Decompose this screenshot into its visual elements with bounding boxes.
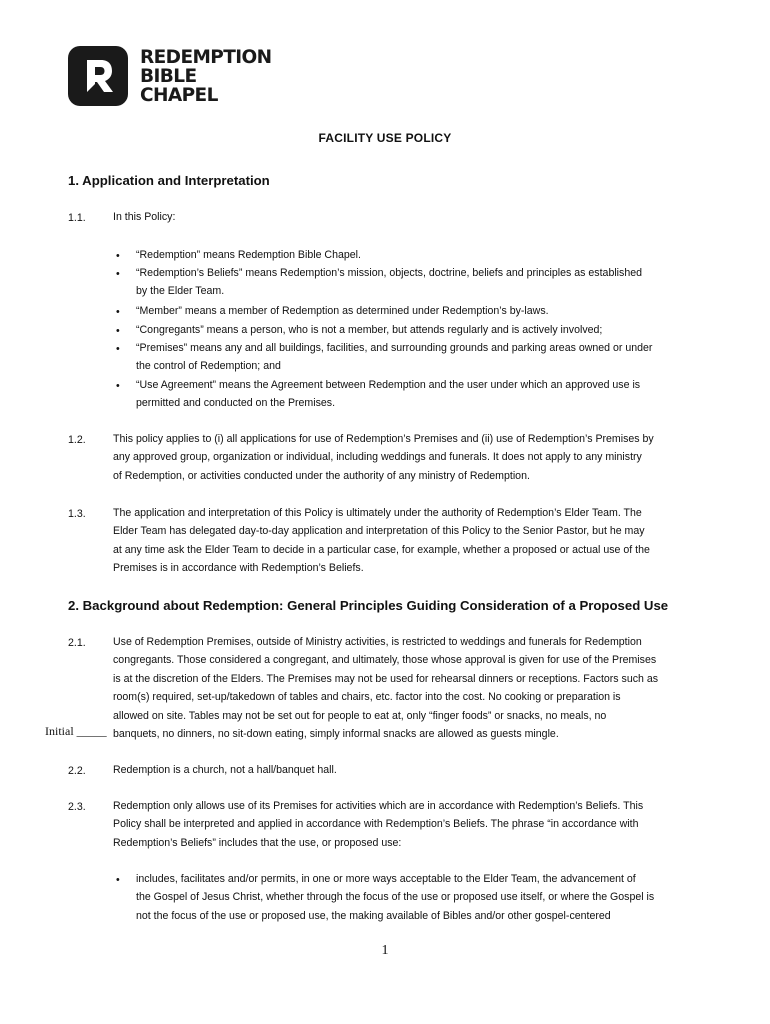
definition-premises — [136, 339, 706, 376]
clause-2-2-number: 2.2. — [68, 765, 86, 777]
bullet-icon: • — [116, 306, 120, 318]
page-number: 1 — [381, 943, 389, 958]
definition-member — [136, 302, 706, 320]
bullet-line: “Premises” means any and all buildings, facilities, and surrounding grounds and parking areas owned or under — [136, 342, 653, 354]
clause-line: at any time ask the Elder Team to decide in a particular case, for example, whether a proposed or actual use of the — [113, 543, 650, 556]
clause-line: This policy applies to (i) all applications for use of Redemption’s Premises and (ii) use of Redemption’s Premises by — [113, 433, 654, 445]
section-2-heading: 2. Background about Redemption: General Principles Guiding Consideration of a Proposed Use — [68, 598, 669, 613]
clause-1-1-text — [113, 208, 705, 226]
logo-line-2: BIBLE — [140, 65, 197, 87]
clause-line: Policy shall be interpreted and applied in accordance with Redemption’s Beliefs. The phrase “in accordance with — [113, 818, 639, 831]
clause-1-2-text — [113, 430, 705, 485]
clause-line: allowed on site. Tables may not be set out for people to eat at, only “finger foods” or snacks, no meals, no — [113, 709, 607, 722]
clause-line: The application and interpretation of this Policy is ultimately under the authority of Redemption’s Elder Team. The — [113, 507, 642, 519]
clause-line: banquets, no dinners, no sit-down eating, simply informal snacks are allowed as guests mingle. — [113, 728, 559, 741]
bullet-line: by the Elder Team. — [136, 285, 225, 298]
logo-line-1: REDEMPTION — [140, 46, 272, 68]
clause-line: is at the discretion of the Elders. The Premises may not be used for rehearsal dinners or receptions. Factors such as — [113, 672, 659, 685]
bullet-icon: • — [116, 874, 120, 886]
clause-2-2-text — [113, 761, 705, 779]
clause-2-3-text — [113, 797, 705, 852]
church-logo — [68, 46, 272, 106]
definition-use-agreement — [136, 376, 706, 413]
bullet-line: includes, facilitates and/or permits, in one or more ways acceptable to the Elder Team, the advancement of — [136, 873, 636, 885]
bullet-line: not the focus of the use or proposed use, the making available of Bibles and/or other gospel-centered — [136, 909, 611, 922]
bullet-line: “Use Agreement” means the Agreement between Redemption and the user under which an approved use is — [136, 379, 641, 391]
clause-1-1-number: 1.1. — [68, 212, 86, 224]
clause-2-1-text — [113, 633, 705, 743]
clause-2-3-number: 2.3. — [68, 801, 86, 813]
clause-line: room(s) required, set-up/takedown of tables and chairs, etc. factor into the cost. No cooking or preparation is — [113, 691, 621, 704]
clause-line: congregants. Those considered a congregant, and ultimately, those whose approval is given for use of the Premises — [113, 654, 657, 667]
clause-line: any approved group, organization or individual, including weddings and funerals. It does not apply to any ministry — [113, 451, 642, 464]
document-title: FACILITY USE POLICY — [318, 131, 452, 145]
clause-1-3-text — [113, 504, 705, 578]
bullet-icon: • — [116, 250, 120, 262]
bullet-icon: • — [116, 380, 120, 392]
clause-line: In this Policy: — [113, 211, 176, 223]
clause-line: Redemption is a church, not a hall/banquet hall. — [113, 764, 337, 776]
clause-line: Premises is in accordance with Redemption’s Beliefs. — [113, 562, 364, 575]
bullet-icon: • — [116, 343, 120, 355]
clause-2-1-number: 2.1. — [68, 637, 86, 649]
clause-line: of Redemption, or activities conducted under the authority of any ministry of Redemption. — [113, 469, 530, 482]
clause-line: Elder Team has delegated day-to-day application and interpretation of this Policy to the Senior Pastor, but he may — [113, 525, 645, 538]
bullet-line: “Redemption’s Beliefs” means Redemption’s mission, objects, doctrine, beliefs and principles as established — [136, 267, 643, 279]
initial-field[interactable]: Initial _____ — [45, 724, 107, 738]
clause-2-3-bullet — [136, 870, 706, 925]
section-1-heading: 1. Application and Interpretation — [68, 173, 270, 188]
bullet-line: the Gospel of Jesus Christ, whether through the focus of the use or proposed use itself, or where the Gospel is — [136, 891, 655, 904]
clause-line: Use of Redemption Premises, outside of Ministry activities, is restricted to weddings and funerals for Redemption — [113, 636, 642, 648]
bullet-icon: • — [116, 325, 120, 337]
clause-1-2-number: 1.2. — [68, 434, 86, 446]
logo-wordmark — [140, 48, 272, 105]
definition-beliefs — [136, 264, 706, 301]
bullet-line: the control of Redemption; and — [136, 360, 281, 373]
bullet-line: permitted and conducted on the Premises. — [136, 397, 336, 410]
clause-1-3-number: 1.3. — [68, 508, 86, 520]
definition-congregants — [136, 321, 706, 339]
clause-line: Redemption only allows use of its Premises for activities which are in accordance with Redemption’s Beliefs. This — [113, 800, 644, 812]
definition-redemption — [136, 246, 706, 264]
bullet-line: “Congregants” means a person, who is not a member, but attends regularly and is actively involved; — [136, 324, 603, 336]
logo-line-3: CHAPEL — [140, 84, 218, 106]
bullet-line: “Member” means a member of Redemption as determined under Redemption’s by-laws. — [136, 305, 549, 317]
logo-r-icon — [68, 46, 128, 106]
clause-line: Redemption’s Beliefs” includes that the use, or proposed use: — [113, 836, 402, 849]
bullet-line: “Redemption” means Redemption Bible Chapel. — [136, 249, 361, 261]
bullet-icon: • — [116, 268, 120, 280]
